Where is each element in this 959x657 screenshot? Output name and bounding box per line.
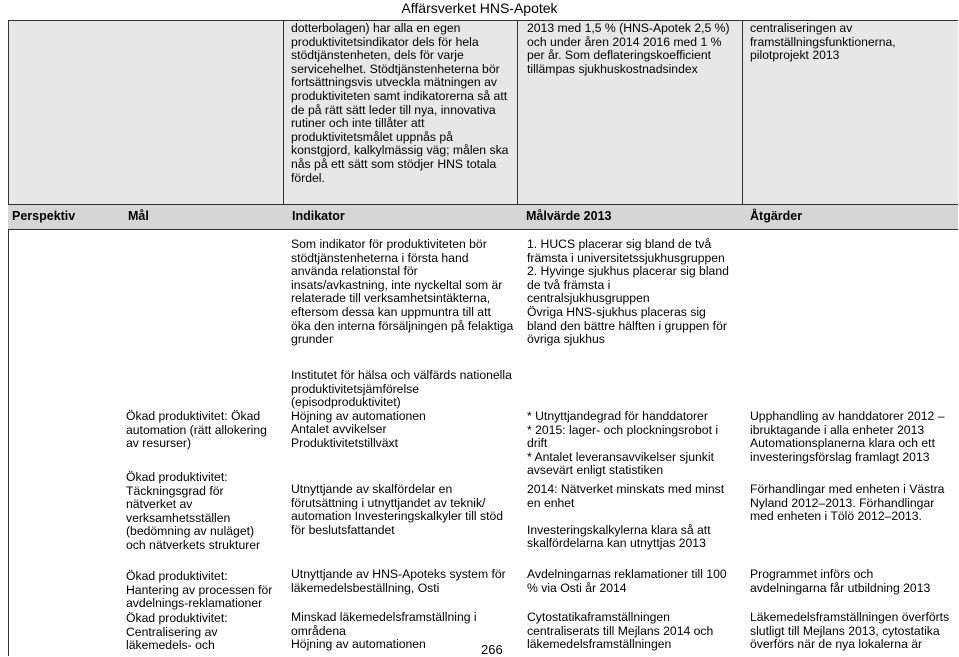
row-b-mal-4: Ökad produktivitet: Centralisering av läkemedels- och — [126, 611, 228, 653]
row-b-indikator-1: Institutet för hälsa och välfärds nationella produktivitetsjämförelse (episodproduktivitet) Höjning av automationen Antalet avvikelser Produktivitetstillväxt — [291, 368, 512, 450]
top-atgarder-text: centraliseringen av framställningsfunktionerna, pilotprojekt 2013 — [750, 21, 896, 63]
row-a-malvarde: 1. HUCS placerar sig bland de två främsta i universitetssjukhusgruppen 2. Hyvinge sjukhus placerar sig bland de två främsta i centralsjukhusgruppen Övriga HNS-sjukhus placeras sig bland den bättre hälften i gruppen för övriga sjukhus — [527, 237, 729, 347]
row-b-mal-1: Ökad produktivitet: Ökad automation (rätt allokering av resurser) — [126, 409, 267, 451]
row-b-indikator-3: Utnyttjande av HNS-Apoteks system för läkemedelsbeställning, Osti — [291, 567, 506, 595]
row-b-atgarder-4: Läkemedelsframställningen överförts slutligt till Mejlans 2013, cytostatika överförs när de nya lokalerna är — [750, 610, 950, 652]
top-indikator-text: dotterbolagen) har alla en egen produktivitetsindikator dels för hela stödtjänstenheten, dels för varje servicehelhet. Stödtjänstenheterna bör fortsättningsvis utveckla mätningen av produktiviteten samt indikatorerna så att de på rätt sätt leder till nya, innovativa rutiner och inte tillåter att produktivitetsmålet uppnås på konstgjord, kalkylmässig väg; målen ska nås på ett sätt som stödjer HNS totala fördel. — [291, 21, 509, 185]
row-b-malvarde-4: Cytostatikaframställningen centraliserats till Mejlans 2014 och läkemedelsframställningen — [527, 610, 714, 652]
table-header-row — [8, 204, 958, 230]
row-b-indikator-2: Utnyttjande av skalfördelar en förutsättning i utnyttjandet av teknik/ automation Investeringskalkyler till stöd för beslutsfattandet — [291, 482, 504, 537]
header-atgarder: Åtgärder — [750, 209, 803, 223]
header-mal: Mål — [128, 209, 149, 223]
header-perspektiv: Perspektiv — [12, 209, 76, 223]
col-divider-1 — [8, 20, 9, 656]
page-header: Affärsverket HNS-Apotek — [401, 0, 558, 16]
row-b-mal-2: Ökad produktivitet: Täckningsgrad för nätverket av verksamhetsställen (bedömning av nuläget) och nätverkets strukturer — [126, 470, 261, 552]
row-b-malvarde-1: * Utnyttjandegrad för handdatorer * 2015: lager- och plockningsrobot i drift * Antalet leveransavvikelser sjunkit avsevärt enligt statistiken — [527, 409, 719, 478]
header-malvarde: Målvärde 2013 — [526, 209, 612, 223]
row-b-indikator-4: Minskad läkemedelsframställning i områdena Höjning av automationen — [291, 610, 477, 652]
row-b-malvarde-2: 2014: Nätverket minskats med minst en enhet Investeringskalkylerna klara så att skalfördelarna kan utnyttjas 2013 — [527, 482, 725, 551]
col-divider-2 — [283, 20, 284, 204]
row-b-atgarder-1: Upphandling av handdatorer 2012 – ibruktagande i alla enheter 2013 Automationsplanerna klara och ett investeringsförslag framlagt 2013 — [750, 409, 945, 464]
row-b-atgarder-3: Programmet införs och avdelningarna får utbildning 2013 — [750, 567, 931, 595]
page-number: 266 — [481, 642, 503, 657]
row-a-indikator: Som indikator för produktiviteten bör stödtjänstenheterna i första hand använda relationstal för insats/avkastning, inte nyckeltal som är relaterade till verksamhetsintäkterna, eftersom dessa kan uppmuntra till att öka den interna försäljningen på felaktiga grunder — [291, 237, 514, 347]
top-malvarde-text: 2013 med 1,5 % (HNS-Apotek 2,5 %) och under åren 2014 2016 med 1 % per år. Som deflateringskoefficient tillämpas sjukhuskostnadsindex — [527, 21, 730, 76]
col-divider-3 — [517, 20, 518, 204]
col-divider-4 — [742, 20, 743, 204]
row-b-mal-3: Ökad produktivitet: Hantering av processen för avdelnings-reklamationer — [126, 569, 273, 611]
row-b-malvarde-3: Avdelningarnas reklamationer till 100 % via Osti år 2014 — [527, 567, 727, 595]
header-indikator: Indikator — [292, 209, 345, 223]
row-b-atgarder-2: Förhandlingar med enheten i Västra Nyland 2012–2013. Förhandlingar med enheten i Tölö 2012–2013. — [750, 482, 945, 524]
